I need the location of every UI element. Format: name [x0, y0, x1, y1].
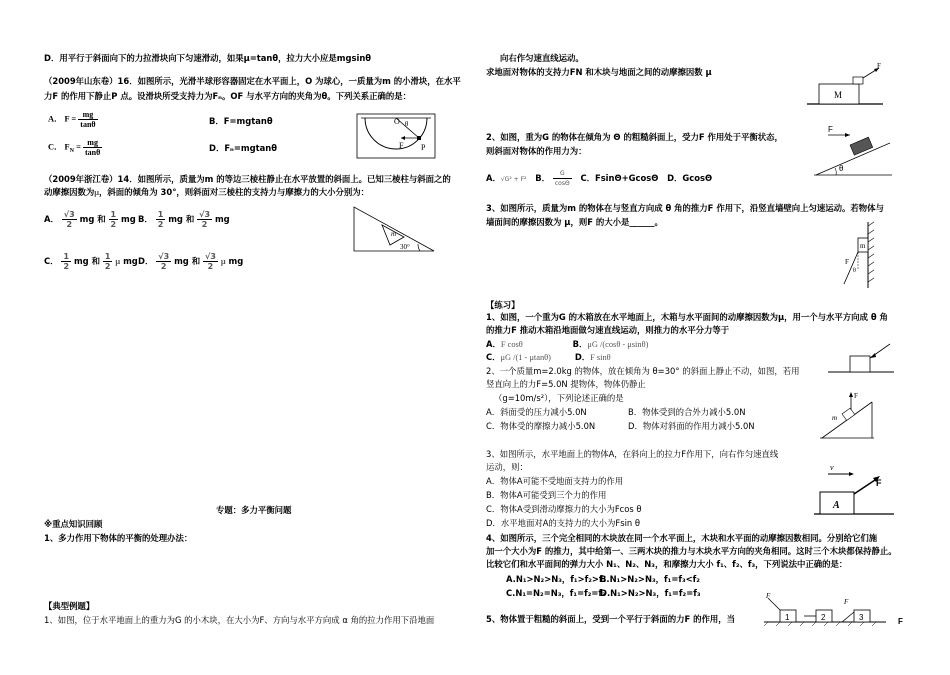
p4-line1: 4、如图所示，三个完全相同的木块放在同一个水平面上，木块和水平面的动摩擦因数相同。分别给它们施: [486, 533, 878, 543]
block: [850, 137, 873, 155]
label-f3: F: [844, 598, 849, 606]
q16-option-d: D．Fₙ=mgtanθ: [209, 143, 277, 153]
ex3-wall-figure: [838, 220, 882, 290]
q14-option-c: C． $\frac{1}{2}$ mg 和 $\frac{1}{2}$ μ mg: [44, 252, 138, 271]
ex3-line2: 墙面间的摩擦因数为 μ，则F 的大小是______。: [486, 217, 663, 227]
p2-line2: 竖直向上的力F=5.0N 提物体，物体仍静止: [486, 379, 646, 389]
small-block: [853, 77, 863, 84]
ex2-incline-figure: [812, 123, 894, 178]
pull-force: [854, 478, 878, 494]
label-f: F: [399, 141, 404, 150]
label-block-2: 2: [821, 613, 826, 622]
example1-line1: 1、如图，位于水平地面上的重力为G 的小木块，在大小为F、方向与水平方向成 α 角的拉力作用下沿地面: [44, 615, 435, 625]
label-block-3: 3: [859, 613, 864, 622]
label-m: m: [860, 242, 866, 250]
p2-option-d: D．物体对斜面的作用力减小5.0N: [628, 421, 755, 431]
p2-option-a: A．斜面受的压力减小5.0N: [486, 407, 587, 417]
p3-block-figure: [812, 460, 896, 520]
p3-option-c: C．物体A受到滑动摩擦力的大小为Fcos θ: [486, 504, 642, 514]
force-arrowhead: [845, 133, 850, 137]
up-arrowhead: [849, 392, 853, 397]
label-f: F: [845, 258, 849, 266]
label-o: O: [394, 117, 400, 126]
p4-option-d: D.N₁>N₂>N₃，f₁=f₂=f₃: [600, 588, 701, 598]
label-f-right: F: [898, 617, 903, 626]
p3-option-d: D．水平地面对A的支持力的大小为Fsin θ: [486, 518, 641, 528]
p2-incline-figure: [818, 388, 876, 442]
ex2-line1: 2、如图，重为G 的物体在倾角为 Θ 的粗糙斜面上，受力F 作用处于平衡状态，: [486, 132, 783, 142]
label-a: A: [833, 500, 840, 511]
label-f: F: [877, 62, 881, 70]
label-p: P: [421, 143, 426, 152]
review-item: 1、多力作用下物体的平衡的处理办法：: [44, 533, 193, 543]
hemisphere-figure: [355, 112, 437, 160]
ex1-cont2: 求地面对物体的支持力FN 和木块与地面之间的动摩擦因数 μ: [486, 67, 712, 77]
label-f: F: [828, 125, 833, 134]
p1-box-figure: [826, 338, 896, 378]
q16-line2: 力F 的作用下静止P 点。设滑块所受支持力为Fₙ。OF 与水平方向的夹角为θ。下列关系正确的是：: [44, 91, 411, 101]
p1-options-cd: C．μG /(1 - μtanθ) D．F sinθ: [486, 352, 611, 362]
incline-prism-figure: [352, 205, 438, 253]
label-v: v: [830, 463, 834, 472]
q14-option-a: A． $\frac{√3}{2}$ mg 和 $\frac{1}{2}$ mg: [44, 210, 136, 229]
p3-line1: 3、如图所示，水平地面上的物体A，在斜向上的拉力F作用下，向右作匀速直线: [486, 449, 779, 459]
ex1-block-figure: [805, 62, 885, 112]
wall-hatching: [868, 222, 874, 282]
q16-option-c: C． $F_N$ = $\frac{mg}{\tan\theta}$: [48, 138, 101, 157]
label-f: F: [876, 478, 882, 488]
label-block-1: 1: [785, 613, 790, 622]
label-f: F: [854, 392, 858, 400]
p3-option-b: B．物体A可能受到三个力的作用: [486, 490, 607, 500]
p1-line2: 的推力F 推动木箱沿地面做匀速直线运动，则推力的水平分力等于: [486, 325, 730, 335]
ex2-line2: 则斜面对物体的作用力为：: [486, 146, 587, 156]
angle-arc: [835, 168, 836, 175]
ground-hatching: [764, 622, 876, 626]
box: [850, 356, 870, 372]
label-theta: θ: [405, 120, 409, 128]
p1-options-ab: A．F cosθ B．μG /(cosθ - μsinθ): [486, 339, 649, 349]
q16-line1: （2009年山东卷）16．如图所示，光滑半球形容器固定在水平面上，O 为球心，一质量为m 的小滑块，在水平: [44, 76, 461, 86]
velocity-arrowhead: [849, 472, 854, 476]
p4-option-a: A.N₁>N₂>N₃，f₁>f₂>f₃: [506, 574, 607, 584]
q14-option-d: D． $\frac{√3}{2}$ mg 和 $\frac{√3}{2}$ μ mg: [138, 252, 244, 271]
prev-option-d: D．用平行于斜面向下的力拉滑块向下匀速滑动，如果μ=tanθ，拉力大小应是mgsinθ: [44, 53, 372, 63]
label-m: m: [832, 414, 838, 422]
q14-option-b: B． $\frac{1}{2}$ mg 和 $\frac{√3}{2}$ mg: [138, 210, 230, 229]
force-arrowhead: [401, 136, 405, 140]
p5-line1: 5、物体置于粗糙的斜面上，受到一个平行于斜面的力F 的作用，当: [486, 614, 735, 624]
label-30: 30°: [400, 243, 410, 251]
p4-option-b: B.N₁>N₂>N₃，f₁=f₃<f₂: [600, 574, 700, 584]
p4-three-blocks-figure: [760, 592, 910, 626]
p3-line2: 运动，则：: [486, 462, 528, 472]
p1-line1: 1、如图，一个重为G 的木箱放在水平地面上，木箱与水平面间的动摩擦因数为μ，用一个与水平方向成 θ 角: [486, 312, 888, 322]
slider-block: [417, 136, 421, 140]
label-theta: θ: [839, 164, 844, 173]
p4-line2: 加一个大小为F 的推力，其中给第一、三两木块的推力与木块水平方向的夹角相同。这时三个木块都保持静止。: [486, 546, 897, 556]
review-heading: ※重点知识回顾: [44, 519, 103, 529]
block: [842, 408, 855, 420]
q16-option-b: B．F=mgtanθ: [209, 116, 273, 126]
p3-option-a: A．物体A可能不受地面支持力的作用: [486, 476, 624, 486]
angle-arc: [418, 244, 420, 251]
q14-line2: 动摩擦因数为μ，斜面的倾角为 30°，则斜面对三棱柱的支持力与摩擦力的大小分别为：: [44, 187, 370, 197]
ex1-cont1: 向右作匀速直线运动。: [500, 53, 584, 63]
p2-option-c: C．物体受的摩擦力减小5.0N: [486, 421, 596, 431]
label-f1: F: [766, 592, 771, 600]
practice-heading: 【练习】: [486, 300, 520, 310]
push-force: [844, 252, 858, 284]
force-arrowhead: [870, 353, 876, 358]
p4-line3: 比较它们和水平面间的弹力大小 N₁、N₂、N₃，和摩擦力大小 f₁、f₂、f₃，下列说法中正确的是：: [486, 559, 848, 569]
incline: [354, 207, 434, 251]
p2-option-b: B．物体受到的合外力减小5.0N: [628, 407, 746, 417]
label-theta: θ: [853, 268, 856, 274]
label-m: M: [834, 90, 843, 100]
ex2-options: A．√G² + F² B． $\frac{G}{\cos\Theta}$ C．FsinΘ+GcosΘ D．GcosΘ: [486, 170, 713, 187]
q14-line1: （2009年浙江卷）14．如图所示，质量为m 的等边三棱柱静止在水平放置的斜面上。已知三棱柱与斜面之的: [44, 174, 451, 184]
q16-option-a: A． F = $\frac{mg}{\tan\theta}$: [48, 110, 96, 129]
p2-line1: 2、一个质量m=2.0kg 的物体，放在倾角为 θ=30° 的斜面上静止不动，如图，若用: [486, 366, 800, 376]
p2-line3: （g=10m/s²），下列论述正确的是: [494, 393, 624, 403]
force-3: [842, 612, 854, 622]
topic-title: 专题：多力平衡问题: [216, 505, 292, 515]
p4-option-c: C.N₁=N₂=N₃，f₁=f₂=f₃: [506, 588, 606, 598]
ex3-line1: 3、如图所示，质量为m 的物体在与竖直方向成 θ 角的推力F 作用下，沿竖直墙壁向上匀速运动。若物体与: [486, 203, 884, 213]
examples-heading: 【典型例题】: [44, 601, 95, 611]
label-m: m: [391, 230, 397, 238]
